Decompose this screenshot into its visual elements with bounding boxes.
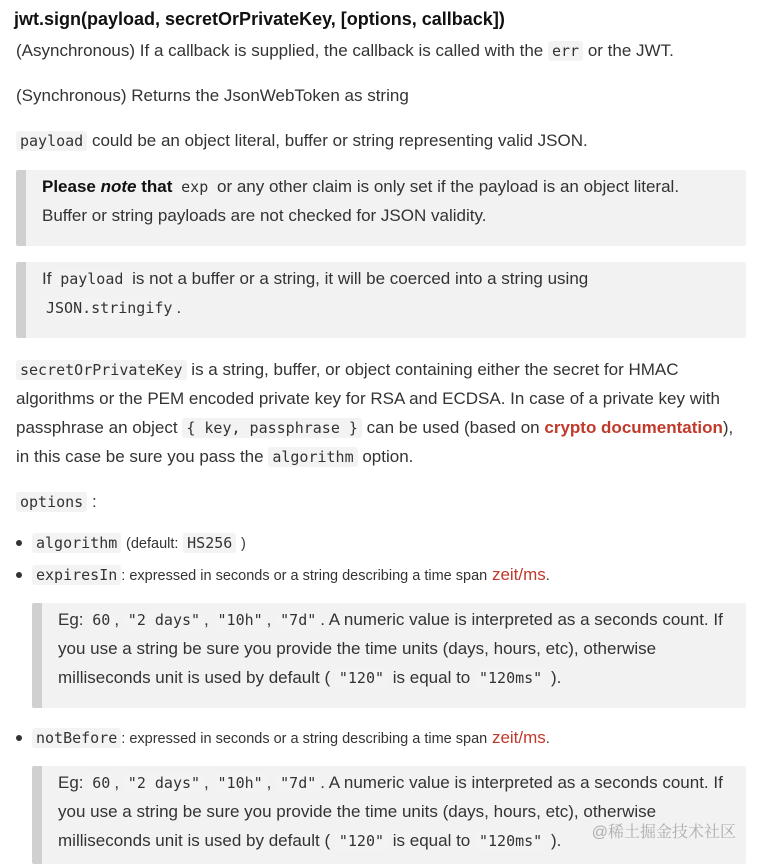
algorithm-default-text: (default:: [126, 536, 179, 552]
comma: ,: [266, 610, 272, 629]
secret-text-4b: option.: [362, 447, 414, 466]
code-120: "120": [335, 831, 388, 851]
comma: ,: [114, 610, 120, 629]
code-120ms: "120ms": [475, 668, 546, 688]
code-120: "120": [335, 668, 388, 688]
example1-line-1: [58, 605, 723, 635]
example2-line-3: [58, 826, 561, 856]
list-item-expiresin: [32, 560, 550, 591]
note1-line-1: [42, 172, 679, 202]
note-please: Please: [42, 177, 96, 196]
expiresin-dot: .: [545, 568, 550, 584]
example2-line-2: you use a string be sure you provide the time units (days, hours, etc), otherwise: [58, 802, 657, 821]
secret-text-3c: ),: [722, 418, 734, 437]
example-text-3a: milliseconds unit is used by default (: [58, 668, 331, 687]
comma: ,: [204, 773, 209, 792]
note-that: that: [141, 177, 173, 196]
example-text-3c: ).: [550, 668, 562, 687]
code-algorithm: algorithm: [268, 447, 357, 467]
page-title: jwt.sign(payload, secretOrPrivateKey, [options, callback]): [14, 9, 505, 29]
note2-text-3: .: [176, 298, 182, 317]
code-2-days: "2 days": [124, 773, 204, 793]
bullet-dot: [16, 735, 22, 741]
code-hs256: HS256: [183, 533, 236, 553]
code-120ms: "120ms": [475, 831, 546, 851]
async-text-1: (Asynchronous) If a callback is supplied, the callback is called with the: [16, 41, 544, 60]
options-colon: :: [91, 492, 97, 511]
note2-text-1: If: [42, 269, 52, 288]
note-emphasis: note: [100, 177, 137, 196]
example1-line-2: you use a string be sure you provide the time units (days, hours, etc), otherwise: [58, 639, 657, 658]
code-10h: "10h": [214, 610, 267, 630]
code-10h: "10h": [214, 773, 267, 793]
code-exp: exp: [177, 177, 212, 197]
example2-text-3a: milliseconds unit is used by default (: [58, 831, 331, 850]
secret-line-3: [16, 413, 733, 443]
code-key-passphrase: { key, passphrase }: [182, 418, 362, 438]
algorithm-close-paren: ): [241, 536, 246, 552]
sync-description: (Synchronous) Returns the JsonWebToken as string: [16, 86, 409, 105]
secret-text-3a: passphrase an object: [16, 418, 178, 437]
example1-line-3: [58, 663, 561, 693]
code-7d: "7d": [276, 610, 320, 630]
code-options: options: [16, 492, 87, 512]
watermark: @稀土掘金技术社区: [591, 824, 736, 841]
code-payload: payload: [16, 131, 87, 151]
secret-line-4: [16, 442, 413, 472]
zeit-ms-link-2[interactable]: zeit/ms: [491, 728, 546, 747]
list-item-algorithm: [32, 528, 246, 559]
notbefore-dot: .: [545, 731, 550, 747]
example-text-1: . A numeric value is interpreted as a seconds count. If: [320, 610, 723, 629]
example-text-3b: is equal to: [392, 668, 471, 687]
secret-line-1: [16, 355, 679, 385]
code-2-days: "2 days": [124, 610, 204, 630]
comma: ,: [114, 773, 120, 792]
async-description: [16, 36, 674, 66]
crypto-documentation-link[interactable]: crypto documentation: [544, 418, 723, 437]
code-notbefore: notBefore: [32, 728, 121, 748]
comma: ,: [204, 610, 209, 629]
payload-text: could be an object literal, buffer or string representing valid JSON.: [91, 131, 588, 150]
comma: ,: [266, 773, 272, 792]
eg-label-2: Eg:: [58, 773, 84, 792]
options-label: [16, 487, 97, 517]
example2-text-3b: is equal to: [392, 831, 471, 850]
code-expiresin: expiresIn: [32, 565, 121, 585]
note2-text-2: is not a buffer or a string, it will be coerced into a string using: [132, 269, 589, 288]
secret-line-2: algorithms or the PEM encoded private key for RSA and ECDSA. In case of a private key with: [16, 389, 720, 408]
async-text-2: or the JWT.: [587, 41, 674, 60]
zeit-ms-link[interactable]: zeit/ms: [491, 565, 546, 584]
secret-text-3b: can be used (based on: [366, 418, 540, 437]
note1-line-2: Buffer or string payloads are not checked for JSON validity.: [42, 206, 487, 225]
bullet-dot: [16, 540, 22, 546]
code-secret-or-private-key: secretOrPrivateKey: [16, 360, 187, 380]
payload-description: [16, 126, 588, 156]
code-algorithm-option: algorithm: [32, 533, 121, 553]
code-json-stringify: JSON.stringify: [42, 298, 176, 318]
secret-text-1: is a string, buffer, or object containing either the secret for HMAC: [191, 360, 679, 379]
example2-text-3c: ).: [550, 831, 562, 850]
expiresin-text: : expressed in seconds or a string describing a time span: [121, 568, 488, 584]
code-60: 60: [88, 773, 114, 793]
code-err: err: [548, 41, 583, 61]
note1-text-1: or any other claim is only set if the payload is an object literal.: [216, 177, 680, 196]
bullet-dot: [16, 572, 22, 578]
code-60: 60: [88, 610, 114, 630]
example2-line-1: [58, 768, 723, 798]
code-payload-2: payload: [56, 269, 127, 289]
note2-line-1: [42, 264, 588, 294]
example2-text-1: . A numeric value is interpreted as a seconds count. If: [320, 773, 723, 792]
eg-label: Eg:: [58, 610, 84, 629]
code-7d: "7d": [276, 773, 320, 793]
notbefore-text: : expressed in seconds or a string describing a time span: [121, 731, 488, 747]
list-item-notbefore: [32, 723, 550, 754]
note2-line-2: [42, 293, 181, 323]
secret-text-4a: in this case be sure you pass the: [16, 447, 264, 466]
